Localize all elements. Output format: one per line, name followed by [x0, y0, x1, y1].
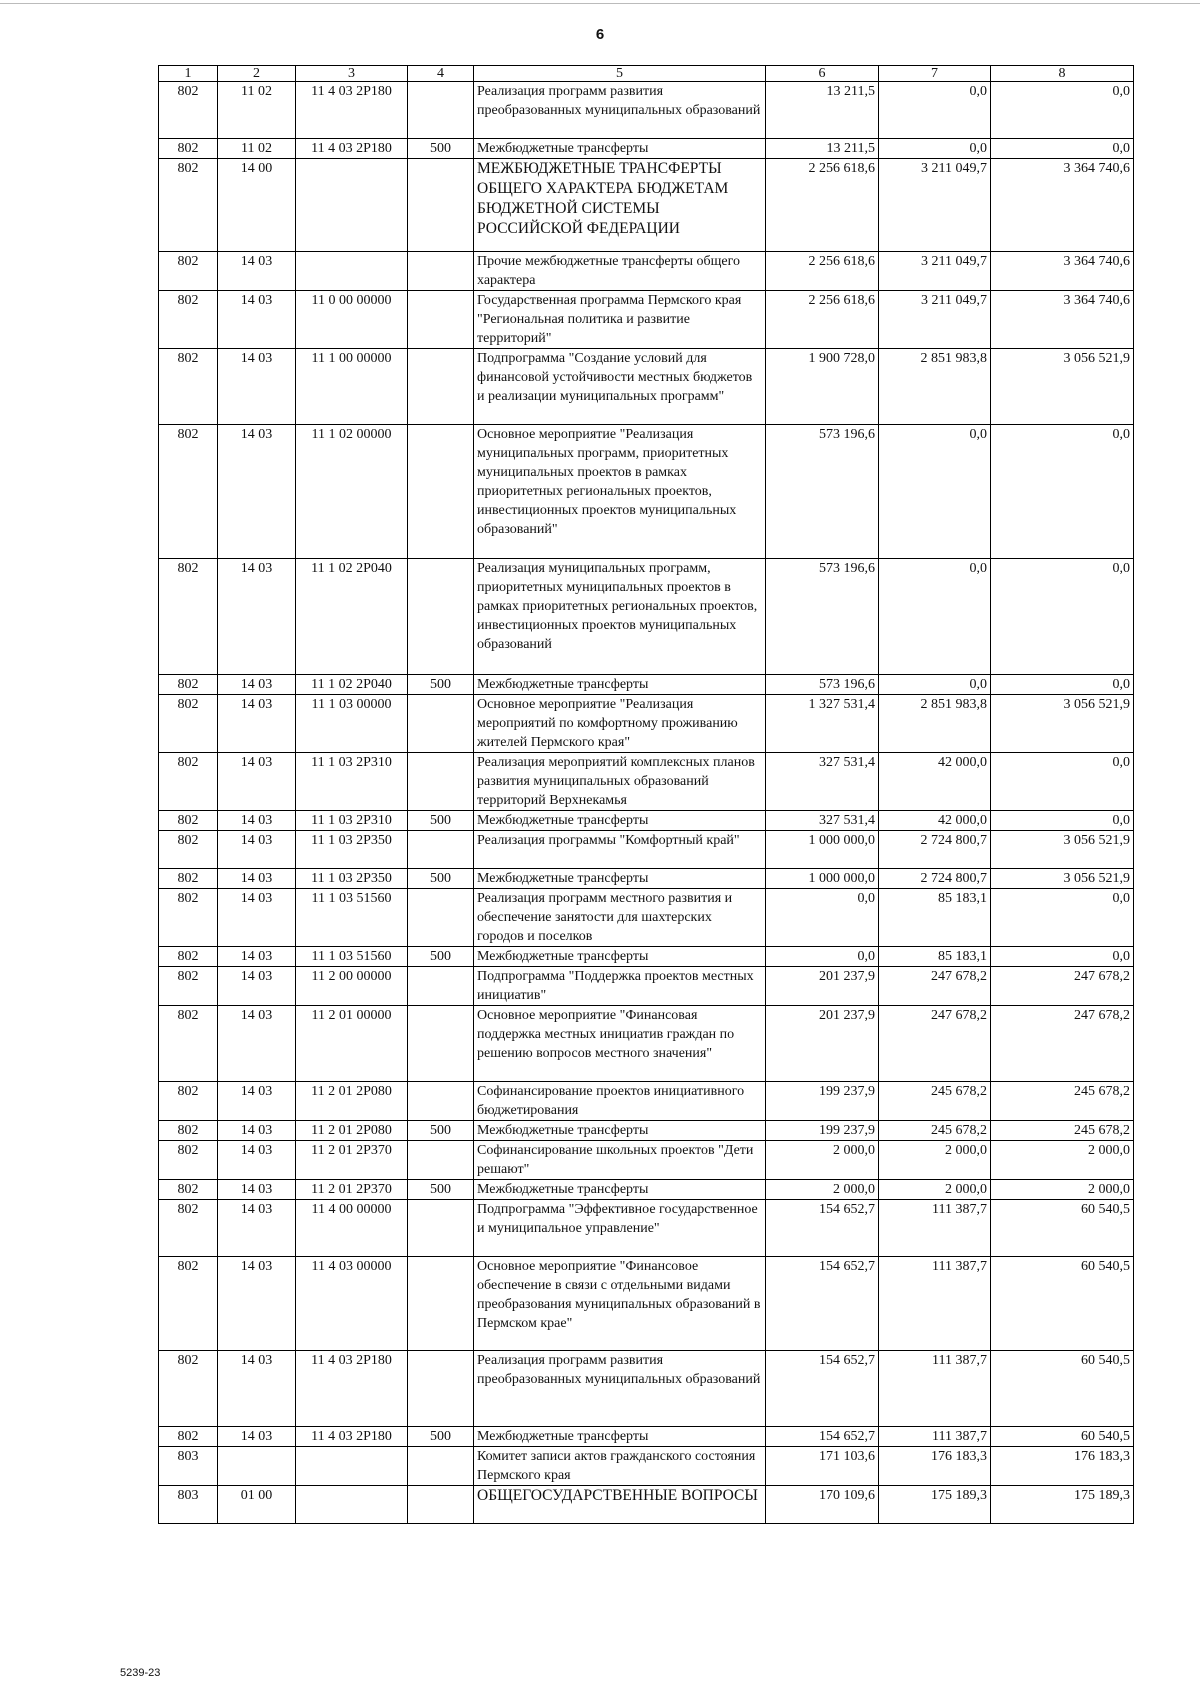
table-row [159, 753, 1134, 811]
row-c4-cell: 500 [408, 1180, 474, 1200]
row-v6-cell: 0,0 [766, 947, 879, 967]
row-c3-cell: 11 1 03 2Р310 [296, 811, 408, 831]
row-c2-cell: 14 03 [218, 947, 296, 967]
row-c1-cell: 802 [159, 291, 218, 349]
row-c1-cell: 802 [159, 1427, 218, 1447]
row-name-cell: Подпрограмма "Эффективное государственное и муниципальное управление" [474, 1200, 766, 1257]
row-c2-cell: 14 03 [218, 1180, 296, 1200]
row-c1-cell: 802 [159, 349, 218, 425]
row-v6-cell: 2 256 618,6 [766, 291, 879, 349]
budget-table [158, 65, 1134, 1524]
row-v6-cell: 327 531,4 [766, 811, 879, 831]
row-c1-cell: 802 [159, 1006, 218, 1082]
row-v7-cell: 42 000,0 [879, 753, 991, 811]
row-v8-cell: 175 189,3 [991, 1486, 1134, 1524]
row-v7-cell: 247 678,2 [879, 967, 991, 1006]
row-c3-cell: 11 1 00 00000 [296, 349, 408, 425]
row-c4-cell [408, 252, 474, 291]
row-c1-cell: 802 [159, 831, 218, 869]
row-v8-cell: 247 678,2 [991, 967, 1134, 1006]
row-c2-cell: 14 03 [218, 1351, 296, 1427]
row-name-cell: Комитет записи актов гражданского состояния Пермского края [474, 1447, 766, 1486]
row-v7-cell: 175 189,3 [879, 1486, 991, 1524]
row-c2-cell: 14 03 [218, 811, 296, 831]
row-name-cell: Софинансирование школьных проектов "Дети решают" [474, 1141, 766, 1180]
table-row [159, 675, 1134, 695]
row-c3-cell: 11 1 03 00000 [296, 695, 408, 753]
row-c4-cell [408, 425, 474, 559]
table-row [159, 291, 1134, 349]
table-row [159, 695, 1134, 753]
row-c4-cell [408, 1447, 474, 1486]
table-row [159, 349, 1134, 425]
row-c1-cell: 802 [159, 1121, 218, 1141]
row-c1-cell: 802 [159, 559, 218, 675]
row-c1-cell: 802 [159, 1257, 218, 1351]
row-name-cell: Межбюджетные трансферты [474, 675, 766, 695]
table-header-row [159, 66, 1134, 82]
row-c2-cell: 14 03 [218, 1257, 296, 1351]
row-name-cell: Основное мероприятие "Реализация мероприятий по комфортному проживанию жителей Пермского края" [474, 695, 766, 753]
row-v7-cell: 85 183,1 [879, 947, 991, 967]
table-row [159, 947, 1134, 967]
row-v8-cell: 0,0 [991, 425, 1134, 559]
row-c2-cell: 14 03 [218, 1082, 296, 1121]
row-c2-cell: 14 03 [218, 252, 296, 291]
row-c3-cell: 11 1 03 2Р310 [296, 753, 408, 811]
row-v7-cell: 176 183,3 [879, 1447, 991, 1486]
table-row [159, 1427, 1134, 1447]
row-v6-cell: 2 256 618,6 [766, 159, 879, 252]
row-v6-cell: 201 237,9 [766, 967, 879, 1006]
row-c2-cell: 14 03 [218, 753, 296, 811]
row-v6-cell: 573 196,6 [766, 425, 879, 559]
row-v6-cell: 154 652,7 [766, 1200, 879, 1257]
row-v6-cell: 573 196,6 [766, 675, 879, 695]
row-c1-cell: 802 [159, 82, 218, 139]
table-row [159, 967, 1134, 1006]
table-row [159, 1141, 1134, 1180]
row-c2-cell: 14 03 [218, 1121, 296, 1141]
row-c3-cell: 11 2 00 00000 [296, 967, 408, 1006]
table-row [159, 1082, 1134, 1121]
row-c3-cell: 11 2 01 00000 [296, 1006, 408, 1082]
row-c3-cell: 11 1 03 51560 [296, 889, 408, 947]
row-v6-cell: 171 103,6 [766, 1447, 879, 1486]
row-c3-cell: 11 2 01 2Р080 [296, 1082, 408, 1121]
row-c3-cell [296, 1447, 408, 1486]
row-v8-cell: 3 056 521,9 [991, 831, 1134, 869]
row-v8-cell: 3 056 521,9 [991, 695, 1134, 753]
row-c4-cell [408, 1141, 474, 1180]
row-c3-cell: 11 4 00 00000 [296, 1200, 408, 1257]
row-c3-cell: 11 2 01 2Р370 [296, 1141, 408, 1180]
row-c4-cell [408, 1006, 474, 1082]
row-v7-cell: 85 183,1 [879, 889, 991, 947]
row-c4-cell [408, 291, 474, 349]
row-name-cell: Софинансирование проектов инициативного бюджетирования [474, 1082, 766, 1121]
row-v6-cell: 170 109,6 [766, 1486, 879, 1524]
row-name-cell: Межбюджетные трансферты [474, 811, 766, 831]
row-v8-cell: 0,0 [991, 811, 1134, 831]
row-v6-cell: 199 237,9 [766, 1082, 879, 1121]
row-v7-cell: 3 211 049,7 [879, 159, 991, 252]
table-row [159, 1121, 1134, 1141]
table-row [159, 869, 1134, 889]
row-v7-cell: 0,0 [879, 82, 991, 139]
row-v7-cell: 2 000,0 [879, 1141, 991, 1180]
row-c2-cell: 11 02 [218, 82, 296, 139]
row-c3-cell: 11 1 02 2Р040 [296, 559, 408, 675]
row-v6-cell: 199 237,9 [766, 1121, 879, 1141]
row-v8-cell: 3 364 740,6 [991, 252, 1134, 291]
row-c1-cell: 802 [159, 869, 218, 889]
row-c1-cell: 803 [159, 1486, 218, 1524]
table-row [159, 1486, 1134, 1524]
row-c4-cell [408, 1200, 474, 1257]
row-v6-cell: 154 652,7 [766, 1427, 879, 1447]
table-row [159, 559, 1134, 675]
row-c1-cell: 802 [159, 947, 218, 967]
row-c3-cell: 11 1 03 2Р350 [296, 869, 408, 889]
row-c4-cell [408, 695, 474, 753]
row-c1-cell: 802 [159, 967, 218, 1006]
row-name-cell: МЕЖБЮДЖЕТНЫЕ ТРАНСФЕРТЫ ОБЩЕГО ХАРАКТЕРА БЮДЖЕТАМ БЮДЖЕТНОЙ СИСТЕМЫ РОССИЙСКОЙ ФЕДЕРАЦИИ [474, 159, 766, 252]
table-row [159, 811, 1134, 831]
row-v7-cell: 111 387,7 [879, 1351, 991, 1427]
row-c3-cell: 11 0 00 00000 [296, 291, 408, 349]
row-name-cell: Основное мероприятие "Финансовое обеспечение в связи с отдельными видами преобразования муниципальных образований в Пермском крае" [474, 1257, 766, 1351]
row-c2-cell: 14 03 [218, 889, 296, 947]
row-v6-cell: 154 652,7 [766, 1257, 879, 1351]
row-v6-cell: 2 000,0 [766, 1180, 879, 1200]
row-v7-cell: 42 000,0 [879, 811, 991, 831]
table-row [159, 1257, 1134, 1351]
row-c2-cell: 14 03 [218, 1006, 296, 1082]
row-v6-cell: 1 000 000,0 [766, 869, 879, 889]
row-c4-cell [408, 82, 474, 139]
row-c4-cell [408, 753, 474, 811]
row-v8-cell: 0,0 [991, 82, 1134, 139]
row-c1-cell: 802 [159, 675, 218, 695]
row-c2-cell: 14 03 [218, 425, 296, 559]
row-c3-cell: 11 4 03 00000 [296, 1257, 408, 1351]
table-row [159, 159, 1134, 252]
row-c4-cell [408, 831, 474, 869]
row-c3-cell: 11 2 01 2Р080 [296, 1121, 408, 1141]
row-c3-cell: 11 4 03 2Р180 [296, 82, 408, 139]
row-v8-cell: 0,0 [991, 139, 1134, 159]
row-c1-cell: 802 [159, 139, 218, 159]
row-v7-cell: 111 387,7 [879, 1427, 991, 1447]
row-c2-cell: 14 03 [218, 1141, 296, 1180]
row-v7-cell: 0,0 [879, 139, 991, 159]
row-c2-cell: 14 03 [218, 831, 296, 869]
table-row [159, 139, 1134, 159]
header-cell: 2 [218, 66, 296, 82]
row-c2-cell: 14 03 [218, 967, 296, 1006]
row-c4-cell: 500 [408, 811, 474, 831]
row-v7-cell: 3 211 049,7 [879, 252, 991, 291]
row-v6-cell: 154 652,7 [766, 1351, 879, 1427]
row-c1-cell: 802 [159, 425, 218, 559]
row-c2-cell: 14 00 [218, 159, 296, 252]
table-row [159, 252, 1134, 291]
header-cell: 3 [296, 66, 408, 82]
row-v8-cell: 60 540,5 [991, 1427, 1134, 1447]
row-c1-cell: 802 [159, 1082, 218, 1121]
row-c2-cell: 14 03 [218, 291, 296, 349]
row-v8-cell: 0,0 [991, 753, 1134, 811]
row-c2-cell: 14 03 [218, 869, 296, 889]
row-c3-cell: 11 2 01 2Р370 [296, 1180, 408, 1200]
row-v7-cell: 2 000,0 [879, 1180, 991, 1200]
table-row [159, 889, 1134, 947]
row-v7-cell: 2 724 800,7 [879, 869, 991, 889]
row-v8-cell: 0,0 [991, 675, 1134, 695]
row-v7-cell: 0,0 [879, 675, 991, 695]
row-name-cell: Межбюджетные трансферты [474, 1121, 766, 1141]
row-name-cell: Реализация муниципальных программ, приоритетных муниципальных проектов в рамках приоритетных региональных проектов, инвестиционных проектов муниципальных образований [474, 559, 766, 675]
row-v8-cell: 2 000,0 [991, 1141, 1134, 1180]
row-name-cell: Реализация программ развития преобразованных муниципальных образований [474, 1351, 766, 1427]
row-c1-cell: 802 [159, 753, 218, 811]
row-c4-cell [408, 889, 474, 947]
row-name-cell: Прочие межбюджетные трансферты общего характера [474, 252, 766, 291]
row-c1-cell: 802 [159, 889, 218, 947]
row-v8-cell: 3 056 521,9 [991, 869, 1134, 889]
row-c2-cell: 14 03 [218, 675, 296, 695]
row-v6-cell: 2 256 618,6 [766, 252, 879, 291]
row-c3-cell: 11 4 03 2Р180 [296, 1351, 408, 1427]
row-c4-cell: 500 [408, 947, 474, 967]
row-v6-cell: 0,0 [766, 889, 879, 947]
header-cell: 8 [991, 66, 1134, 82]
row-v6-cell: 201 237,9 [766, 1006, 879, 1082]
row-c4-cell [408, 1486, 474, 1524]
row-c1-cell: 802 [159, 159, 218, 252]
row-c2-cell: 14 03 [218, 695, 296, 753]
row-c1-cell: 802 [159, 1200, 218, 1257]
row-v8-cell: 247 678,2 [991, 1006, 1134, 1082]
row-v8-cell: 0,0 [991, 559, 1134, 675]
row-c4-cell [408, 967, 474, 1006]
row-v8-cell: 3 364 740,6 [991, 291, 1134, 349]
row-name-cell: Межбюджетные трансферты [474, 869, 766, 889]
row-c4-cell: 500 [408, 1427, 474, 1447]
row-c1-cell: 802 [159, 1351, 218, 1427]
row-v8-cell: 2 000,0 [991, 1180, 1134, 1200]
row-name-cell: Основное мероприятие "Финансовая поддержка местных инициатив граждан по решению вопросов местного значения" [474, 1006, 766, 1082]
row-name-cell: Реализация программы "Комфортный край" [474, 831, 766, 869]
row-c4-cell [408, 1257, 474, 1351]
row-name-cell: Реализация программ местного развития и обеспечение занятости для шахтерских городов и поселков [474, 889, 766, 947]
row-c3-cell: 11 4 03 2Р180 [296, 139, 408, 159]
row-c2-cell: 14 03 [218, 559, 296, 675]
row-v7-cell: 245 678,2 [879, 1121, 991, 1141]
row-name-cell: Межбюджетные трансферты [474, 1180, 766, 1200]
row-c1-cell: 802 [159, 1141, 218, 1180]
row-c3-cell: 11 1 03 51560 [296, 947, 408, 967]
row-c4-cell: 500 [408, 869, 474, 889]
table-row [159, 1351, 1134, 1427]
row-c4-cell: 500 [408, 675, 474, 695]
row-c1-cell: 802 [159, 811, 218, 831]
document-code: 5239-23 [120, 1667, 161, 1679]
table-row [159, 831, 1134, 869]
row-v8-cell: 245 678,2 [991, 1121, 1134, 1141]
page-number: 6 [595, 26, 605, 43]
table-row [159, 1006, 1134, 1082]
row-c2-cell: 14 03 [218, 1427, 296, 1447]
header-cell: 7 [879, 66, 991, 82]
row-name-cell: Подпрограмма "Поддержка проектов местных инициатив" [474, 967, 766, 1006]
table-row [159, 82, 1134, 139]
row-c1-cell: 802 [159, 695, 218, 753]
row-v8-cell: 0,0 [991, 889, 1134, 947]
row-v6-cell: 2 000,0 [766, 1141, 879, 1180]
row-name-cell: Реализация программ развития преобразованных муниципальных образований [474, 82, 766, 139]
table-row [159, 425, 1134, 559]
row-v7-cell: 111 387,7 [879, 1257, 991, 1351]
row-name-cell: Государственная программа Пермского края "Региональная политика и развитие территорий" [474, 291, 766, 349]
row-v6-cell: 1 900 728,0 [766, 349, 879, 425]
row-c1-cell: 803 [159, 1447, 218, 1486]
row-v6-cell: 1 000 000,0 [766, 831, 879, 869]
row-c4-cell [408, 1351, 474, 1427]
row-v8-cell: 60 540,5 [991, 1257, 1134, 1351]
row-v8-cell: 176 183,3 [991, 1447, 1134, 1486]
row-v6-cell: 327 531,4 [766, 753, 879, 811]
row-v7-cell: 245 678,2 [879, 1082, 991, 1121]
row-v7-cell: 0,0 [879, 425, 991, 559]
row-c4-cell [408, 1082, 474, 1121]
row-v7-cell: 111 387,7 [879, 1200, 991, 1257]
row-v8-cell: 0,0 [991, 947, 1134, 967]
row-v8-cell: 60 540,5 [991, 1200, 1134, 1257]
row-name-cell: Реализация мероприятий комплексных планов развития муниципальных образований территорий Верхнекамья [474, 753, 766, 811]
row-v6-cell: 13 211,5 [766, 139, 879, 159]
header-cell: 4 [408, 66, 474, 82]
row-v7-cell: 0,0 [879, 559, 991, 675]
row-c2-cell: 14 03 [218, 1200, 296, 1257]
row-name-cell: Основное мероприятие "Реализация муниципальных программ, приоритетных муниципальных проектов в рамках приоритетных региональных проектов, инвестиционных проектов муниципальных образований" [474, 425, 766, 559]
row-c4-cell: 500 [408, 139, 474, 159]
row-v7-cell: 247 678,2 [879, 1006, 991, 1082]
row-c3-cell: 11 4 03 2Р180 [296, 1427, 408, 1447]
row-c3-cell: 11 1 02 2Р040 [296, 675, 408, 695]
header-cell: 1 [159, 66, 218, 82]
row-c4-cell [408, 349, 474, 425]
row-c3-cell [296, 1486, 408, 1524]
row-v8-cell: 245 678,2 [991, 1082, 1134, 1121]
row-name-cell: Межбюджетные трансферты [474, 1427, 766, 1447]
row-c2-cell: 11 02 [218, 139, 296, 159]
row-c4-cell [408, 559, 474, 675]
row-v8-cell: 3 056 521,9 [991, 349, 1134, 425]
scan-edge-line [0, 3, 1200, 4]
row-c3-cell [296, 252, 408, 291]
row-name-cell: Межбюджетные трансферты [474, 139, 766, 159]
table-row [159, 1447, 1134, 1486]
row-v6-cell: 13 211,5 [766, 82, 879, 139]
row-c2-cell [218, 1447, 296, 1486]
header-cell: 5 [474, 66, 766, 82]
row-v7-cell: 2 724 800,7 [879, 831, 991, 869]
row-c1-cell: 802 [159, 252, 218, 291]
row-c2-cell: 01 00 [218, 1486, 296, 1524]
row-c3-cell [296, 159, 408, 252]
row-v7-cell: 2 851 983,8 [879, 695, 991, 753]
row-c2-cell: 14 03 [218, 349, 296, 425]
row-v7-cell: 2 851 983,8 [879, 349, 991, 425]
row-v6-cell: 573 196,6 [766, 559, 879, 675]
row-c3-cell: 11 1 03 2Р350 [296, 831, 408, 869]
row-v6-cell: 1 327 531,4 [766, 695, 879, 753]
table-row [159, 1200, 1134, 1257]
row-c1-cell: 802 [159, 1180, 218, 1200]
row-v8-cell: 3 364 740,6 [991, 159, 1134, 252]
row-v8-cell: 60 540,5 [991, 1351, 1134, 1427]
row-c3-cell: 11 1 02 00000 [296, 425, 408, 559]
row-c4-cell [408, 159, 474, 252]
row-c4-cell: 500 [408, 1121, 474, 1141]
row-name-cell: ОБЩЕГОСУДАРСТВЕННЫЕ ВОПРОСЫ [474, 1486, 766, 1524]
row-v7-cell: 3 211 049,7 [879, 291, 991, 349]
row-name-cell: Межбюджетные трансферты [474, 947, 766, 967]
header-cell: 6 [766, 66, 879, 82]
table-row [159, 1180, 1134, 1200]
row-name-cell: Подпрограмма "Создание условий для финансовой устойчивости местных бюджетов и реализации муниципальных программ" [474, 349, 766, 425]
